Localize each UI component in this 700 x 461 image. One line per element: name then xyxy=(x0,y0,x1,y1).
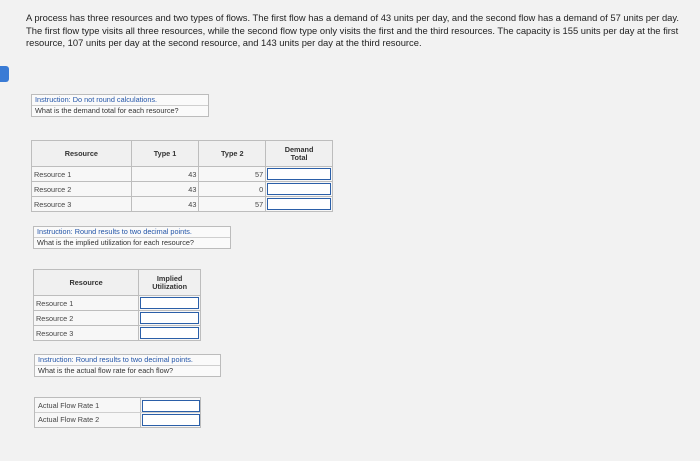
flow-rate-label: Actual Flow Rate 1 xyxy=(38,401,100,410)
resource-name: Resource 2 xyxy=(32,182,132,197)
header-type2: Type 2 xyxy=(199,141,266,167)
utilization-input-1[interactable] xyxy=(140,297,199,309)
problem-statement: A process has three resources and two types of flows. The first flow has a demand of 43 units per day, and the second flow has a demand of 57 units per day. The first flow type visits all three resources, while the second flow type only visits the first and the third resources. The capacity is 155 units per day at the first resource, 107 units per day at the second resource, and 143 units per day at the third resource. xyxy=(26,12,679,48)
resource-name: Resource 1 xyxy=(32,167,132,182)
table-row xyxy=(34,311,201,326)
instruction-box-utilization xyxy=(33,226,231,249)
demand-total-input-1[interactable] xyxy=(267,168,331,180)
instruction-box-flow-rate xyxy=(34,354,221,377)
type1-value: 43 xyxy=(131,167,199,182)
header-implied-utilization: Implied Utilization xyxy=(139,270,201,296)
question-text: What is the actual flow rate for each flow? xyxy=(38,366,174,375)
instruction-text: Instruction: Round results to two decimal points. xyxy=(34,227,230,238)
resource-name: Resource 1 xyxy=(34,296,139,311)
demand-table xyxy=(31,140,333,212)
table-row xyxy=(32,167,333,182)
utilization-table xyxy=(33,269,201,341)
table-row xyxy=(34,296,201,311)
type2-value: 57 xyxy=(199,167,266,182)
utilization-input-2[interactable] xyxy=(140,312,199,324)
flow-rate-input-1[interactable] xyxy=(142,400,200,412)
table-row xyxy=(34,326,201,341)
question-text: What is the demand total for each resource? xyxy=(35,106,179,115)
type1-value: 43 xyxy=(131,182,199,197)
demand-total-input-2[interactable] xyxy=(267,183,331,195)
utilization-input-3[interactable] xyxy=(140,327,199,339)
header-resource: Resource xyxy=(32,141,132,167)
instruction-text: Instruction: Round results to two decimal points. xyxy=(35,355,220,366)
type2-value: 57 xyxy=(199,197,266,212)
flow-rate-input-2[interactable] xyxy=(142,414,200,426)
resource-name: Resource 3 xyxy=(34,326,139,341)
resource-name: Resource 3 xyxy=(32,197,132,212)
header-resource: Resource xyxy=(34,270,139,296)
page-edge-marker xyxy=(0,66,9,82)
flow-rate-table xyxy=(34,397,201,428)
instruction-box-demand xyxy=(31,94,209,117)
question-text: What is the implied utilization for each resource? xyxy=(37,238,194,247)
table-row xyxy=(35,413,200,427)
table-row xyxy=(32,197,333,212)
demand-total-input-3[interactable] xyxy=(267,198,331,210)
header-type1: Type 1 xyxy=(131,141,199,167)
flow-rate-label: Actual Flow Rate 2 xyxy=(38,415,100,424)
resource-name: Resource 2 xyxy=(34,311,139,326)
header-demand-total: Demand Total xyxy=(266,141,333,167)
instruction-text: Instruction: Do not round calculations. xyxy=(32,95,208,106)
table-row xyxy=(35,399,200,413)
type1-value: 43 xyxy=(131,197,199,212)
table-row xyxy=(32,182,333,197)
type2-value: 0 xyxy=(199,182,266,197)
